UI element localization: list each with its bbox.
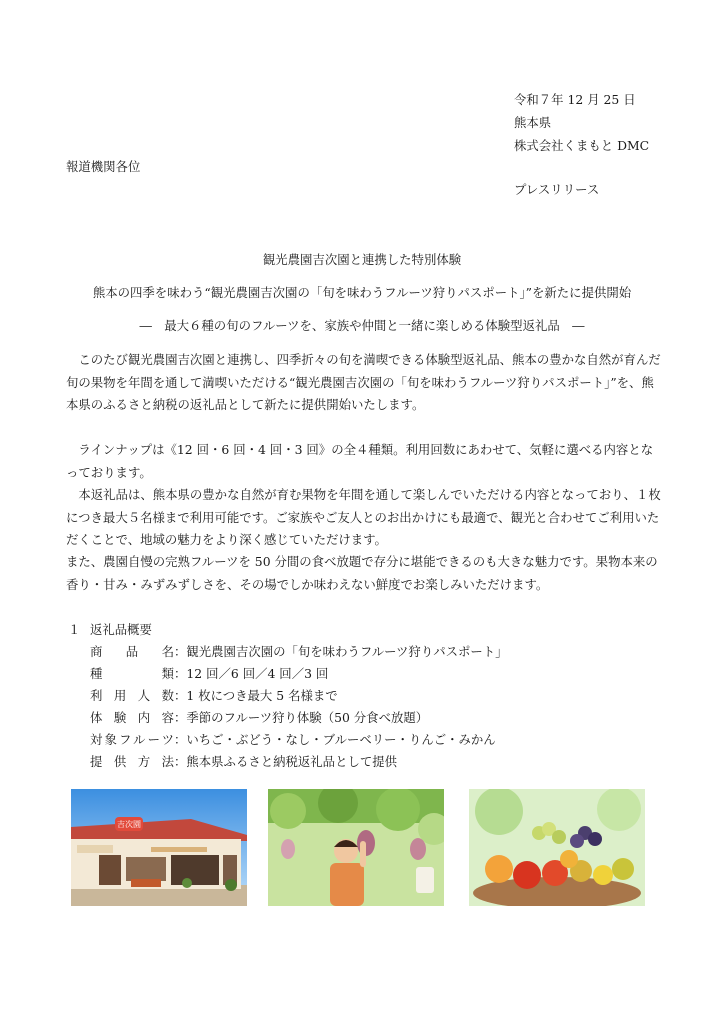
fruit-assortment-photo	[469, 789, 645, 906]
overview-row	[90, 708, 428, 726]
overview-label: 商品名	[90, 644, 174, 659]
overview-row	[90, 752, 397, 770]
prefecture-name: 熊本県	[514, 115, 552, 130]
section-heading: 返礼品概要	[90, 622, 152, 637]
overview-label: 提供方法	[90, 754, 174, 769]
title-line-3: ― 最大６種の旬のフルーツを、家族や仲間と一緒に楽しめる体験型返礼品 ―	[139, 318, 585, 333]
company-name: 株式会社くまもと DMC	[514, 138, 650, 153]
overview-label: 種類	[90, 666, 174, 681]
overview-row	[90, 686, 338, 704]
overview-value: ：いちご・ぶどう・なし・ブルーベリー・りんご・みかん	[174, 732, 496, 747]
grape-picking-photo	[268, 789, 444, 906]
section-number: １	[68, 622, 81, 637]
release-date: 令和７年 12 月 25 日	[514, 92, 636, 107]
title-line-1: 観光農園吉次園と連携した特別体験	[262, 252, 462, 267]
title-line-2: 熊本の四季を味わう“観光農園吉次園の「旬を味わうフルーツ狩りパスポート」”を新たに提供開始	[92, 285, 632, 300]
document-type: プレスリリース	[514, 182, 600, 197]
overview-value: ：季節のフルーツ狩り体験（50 分食べ放題）	[174, 710, 429, 725]
overview-label: 体験内容	[90, 710, 174, 725]
overview-value: ：観光農園吉次園の「旬を味わうフルーツ狩りパスポート」	[174, 644, 508, 659]
farm-building-photo	[71, 789, 247, 906]
body-paragraph-2: ラインナップは《12 回・6 回・4 回・3 回》の全４種類。利用回数にあわせて、気軽に選べる内容となっております。	[66, 442, 654, 480]
body-paragraph-1: このたび観光農園吉次園と連携し、四季折々の旬を満喫できる体験型返礼品、熊本の豊かな自然が育んだ旬の果物を年間を通して満喫いただける“観光農園吉次園の「旬を味わうフルーツ狩りパスポート」”を、熊本県のふるさと納税の返礼品として新たに提供開始いたします。	[66, 352, 661, 412]
overview-value: ：1 枚につき最大 5 名様まで	[174, 688, 338, 703]
body-paragraph-3: 本返礼品は、熊本県の豊かな自然が育む果物を年間を通して楽しんでいただける内容となっており、１枚につき最大５名様まで利用可能です。ご家族やご友人とのお出かけにも最適で、観光と合わせてご利用いただくことで、地域の魅力をより深く感じていただけます。	[66, 487, 661, 547]
overview-row	[90, 664, 328, 682]
overview-row	[90, 642, 508, 660]
recipient: 報道機関各位	[66, 159, 141, 174]
body-paragraph-4: また、農園自慢の完熟フルーツを 50 分間の食べ放題で存分に堪能できるのも大きな魅力です。果物本来の香り・甘み・みずみずしさを、その場でしか味わえない鮮度でお楽しみいただけます。	[66, 554, 658, 592]
overview-value: ：12 回／6 回／4 回／3 回	[174, 666, 329, 681]
overview-row	[90, 730, 496, 748]
overview-value: ：熊本県ふるさと納税返礼品として提供	[174, 754, 398, 769]
shop-sign-logo: 吉次園	[117, 820, 141, 829]
overview-label: 利用人数	[90, 688, 174, 703]
overview-label: 対象フルーツ	[90, 732, 174, 747]
